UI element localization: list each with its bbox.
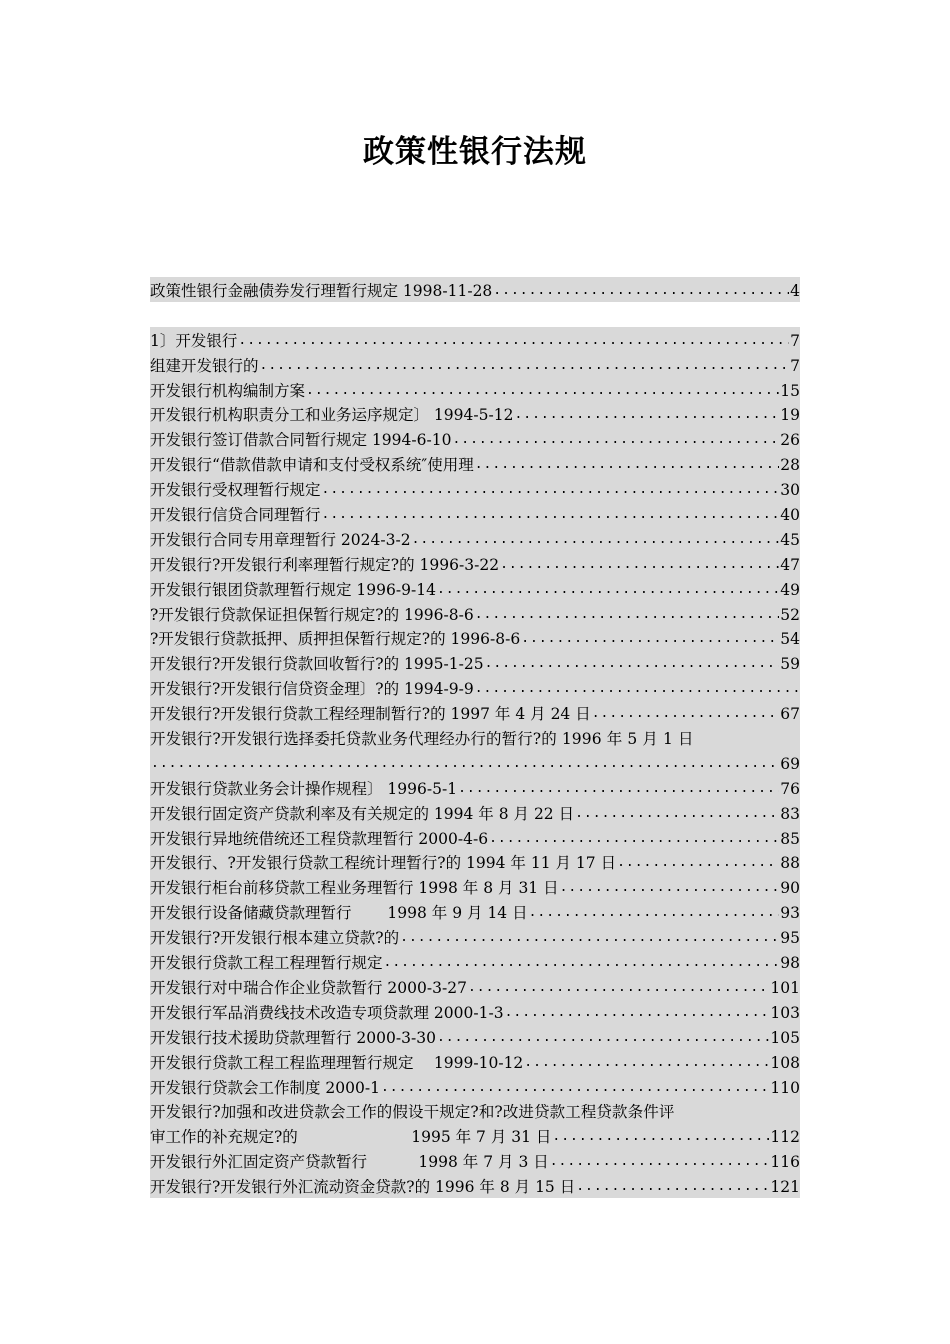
toc-entry[interactable] [150,949,800,974]
document-title: 政策性银行法规 [363,134,587,170]
toc-dot-leader [475,678,799,700]
toc-entry-page-number: 49 [780,580,800,599]
toc-entry-page-number: 85 [780,829,800,848]
toc-entry-page-number: 112 [770,1128,800,1147]
table-of-contents [150,277,800,1198]
toc-entry[interactable] [150,476,800,501]
toc-entry-title: 1〕开发银行 [150,331,238,350]
toc-dot-leader [260,355,790,377]
toc-entry-title: 开发银行签订借款合同暂行规定 1994-6-10 [150,431,452,450]
toc-entry-title: 开发银行贷款工程工程监理理暂行规定 1999-10-12 [150,1053,524,1072]
toc-entry-page-number: 19 [780,406,800,425]
toc-entry-page-number: 4 [790,281,800,300]
toc-entry-page-number: 47 [780,555,800,574]
toc-entry[interactable] [150,526,800,551]
toc-entry-title: 开发银行?开发银行贷款回收暂行?的 1995-1-25 [150,655,484,674]
toc-entry-title: 开发银行贷款业务会计操作规程〕 1996-5-1 [150,779,458,798]
toc-entry-page-number: 98 [780,954,800,973]
toc-entry-page-number: 15 [780,381,800,400]
toc-entry[interactable] [150,999,800,1024]
toc-dot-leader [524,1052,769,1074]
toc-entry[interactable] [150,800,800,825]
toc-dot-leader [529,902,780,924]
toc-entry[interactable] [150,451,800,476]
toc-entry[interactable] [150,899,800,924]
toc-dot-leader [500,554,779,576]
toc-entry[interactable] [150,850,800,875]
toc-entry-page-number: 93 [780,904,800,923]
toc-entry-title: 开发银行信贷合同理暂行 [150,506,321,525]
toc-entry-title: 开发银行设备储藏贷款理暂行 1998 年 9 月 14 日 [150,904,528,923]
toc-entry[interactable] [150,551,800,576]
toc-entry[interactable] [150,426,800,451]
toc-entry-title: 开发银行军品消费线技术改造专项贷款理 2000-1-3 [150,1003,504,1022]
toc-entry-page-number: 45 [780,530,800,549]
toc-entry-page-number: 95 [780,929,800,948]
toc-entry[interactable] [150,327,800,352]
toc-dot-leader [493,280,789,302]
toc-dot-leader [489,828,779,850]
toc-entry-page-number: 30 [780,481,800,500]
toc-entry[interactable] [150,352,800,377]
toc-entry-page-number: 110 [770,1078,800,1097]
toc-dot-leader [322,479,780,501]
toc-entry[interactable] [150,377,800,402]
toc-dot-leader [514,404,779,426]
toc-dot-leader [238,330,789,352]
toc-dot-leader [521,628,779,650]
toc-entry[interactable] [150,277,800,302]
toc-entry[interactable] [150,725,800,750]
toc-entry-title: 开发银行对中瑞合作企业贷款暂行 2000-3-27 [150,978,467,997]
toc-dot-leader [400,927,779,949]
toc-entry-title: 开发银行?开发银行根本建立贷款?的 [150,929,400,948]
toc-entry-title: 开发银行银团贷款理暂行规定 1996-9-14 [150,580,436,599]
toc-entry-title: 开发银行?开发银行选择委托贷款业务代理经办行的暂行?的 1996 年 5 月 1 日 [150,730,694,749]
toc-entry-page-number: 26 [780,431,800,450]
toc-entry-page-number: 83 [780,804,800,823]
toc-entry-page-number: 121 [770,1178,800,1197]
toc-entry-title: 开发银行合同专用章理暂行 2024-3-2 [150,530,411,549]
toc-entry-page-number: 105 [770,1028,800,1047]
toc-entry-page-number: 59 [780,655,800,674]
toc-entry-title: 开发银行贷款会工作制度 2000-1 [150,1078,380,1097]
toc-entry-title: 开发银行、?开发银行贷款工程统计理暂行?的 1994 年 11 月 17 日 [150,854,617,873]
toc-entry-page-number: 88 [780,854,800,873]
toc-entry-page-number: 69 [780,754,800,773]
toc-entry[interactable] [150,1049,800,1074]
toc-entry[interactable] [150,874,800,899]
toc-entry-page-number: 7 [790,331,800,350]
toc-entry[interactable] [150,750,800,775]
toc-entry-title: 审工作的补充规定?的 1995 年 7 月 31 日 [150,1128,552,1147]
toc-dot-leader [151,753,779,775]
toc-dot-leader [452,429,779,451]
toc-entry-title: 开发银行“借款借款申请和支付受权系统″使用理 [150,456,474,475]
toc-entry-page-number: 103 [770,1003,800,1022]
toc-dot-leader [458,778,779,800]
toc-entry[interactable] [150,1173,800,1198]
toc-entry-title: 开发银行异地统借统还工程贷款理暂行 2000-4-6 [150,829,489,848]
toc-dot-leader [437,579,779,601]
toc-dot-leader [592,703,780,725]
toc-entry[interactable] [150,650,800,675]
toc-entry[interactable] [150,1099,800,1124]
toc-entry-page-number: 52 [780,605,800,624]
toc-dot-leader [306,380,779,402]
toc-entry[interactable] [150,1024,800,1049]
toc-dot-leader [322,504,780,526]
toc-entry-title: 开发银行?加强和改进贷款会工作的假设干规定?和?改进贷款工程贷款条件评 [150,1103,675,1122]
toc-entry[interactable] [150,775,800,800]
toc-entry-title: 开发银行机构编制方案 [150,381,306,400]
toc-dot-leader [505,1002,770,1024]
toc-entry-title: 开发银行外汇固定资产贷款暂行 1998 年 7 月 3 日 [150,1153,549,1172]
toc-entry[interactable] [150,924,800,949]
toc-dot-leader [412,529,780,551]
toc-entry-title: 开发银行柜台前移贷款工程业务理暂行 1998 年 8 月 31 日 [150,879,559,898]
toc-dot-leader [617,852,779,874]
toc-entry-page-number: 90 [780,879,800,898]
toc-entry-page-number: 76 [780,779,800,798]
toc-entry[interactable] [150,675,800,700]
toc-entry-title: 开发银行技术援助贷款理暂行 2000-3-30 [150,1028,436,1047]
toc-entry-page-number: 108 [770,1053,800,1072]
toc-entry-title: 开发银行贷款工程工程理暂行规定 [150,954,383,973]
toc-dot-leader [575,803,779,825]
toc-entry-title: 开发银行受权理暂行规定 [150,481,321,500]
toc-entry[interactable] [150,825,800,850]
toc-dot-leader [437,1027,769,1049]
toc-entry-title: 开发银行?开发银行贷款工程经理制暂行?的 1997 年 4 月 24 日 [150,705,591,724]
toc-entry[interactable] [150,1074,800,1099]
toc-dot-leader [560,877,780,899]
toc-dot-leader [576,1176,769,1198]
toc-entry[interactable] [150,501,800,526]
toc-entry-title: 开发银行?开发银行利率理暂行规定?的 1996-3-22 [150,555,500,574]
toc-dot-leader [381,1077,769,1099]
toc-entry-title: 政策性银行金融债券发行理暂行规定 1998-11-28 [150,281,493,300]
toc-entry-title: 开发银行?开发银行外汇流动资金贷款?的 1996 年 8 月 15 日 [150,1178,576,1197]
toc-dot-leader [475,454,780,476]
toc-entry-page-number: 54 [780,630,800,649]
toc-entry-title: 组建开发银行的 [150,356,259,375]
toc-entry[interactable] [150,1148,800,1173]
toc-entry[interactable] [150,700,800,725]
toc-dot-leader [475,604,780,626]
toc-entry-page-number: 40 [780,506,800,525]
toc-entry-title: 开发银行?开发银行信贷资金理〕?的 1994-9-9 [150,680,474,699]
toc-entry[interactable] [150,402,800,427]
toc-entry[interactable] [150,1123,800,1148]
toc-entry-page-number: 116 [770,1153,800,1172]
toc-entry-page-number: 101 [770,978,800,997]
toc-entry-title: ?开发银行贷款保证担保暂行规定?的 1996-8-6 [150,605,474,624]
toc-dot-leader [468,977,769,999]
toc-entry-page-number: 67 [780,705,800,724]
toc-entry[interactable] [150,601,800,626]
toc-entry-title: 开发银行机构职责分工和业务运序规定〕 1994-5-12 [150,406,514,425]
toc-entry[interactable] [150,974,800,999]
toc-dot-leader [384,952,780,974]
toc-dot-leader [552,1126,769,1148]
toc-entry[interactable] [150,576,800,601]
toc-entry[interactable] [150,626,800,651]
toc-dot-leader [550,1151,770,1173]
toc-entry-title: 开发银行固定资产贷款利率及有关规定的 1994 年 8 月 22 日 [150,804,575,823]
toc-dot-leader [485,653,780,675]
toc-entry-page-number: 7 [790,356,800,375]
toc-entry-title: ?开发银行贷款抵押、质押担保暂行规定?的 1996-8-6 [150,630,521,649]
toc-entry-page-number: 28 [780,456,800,475]
